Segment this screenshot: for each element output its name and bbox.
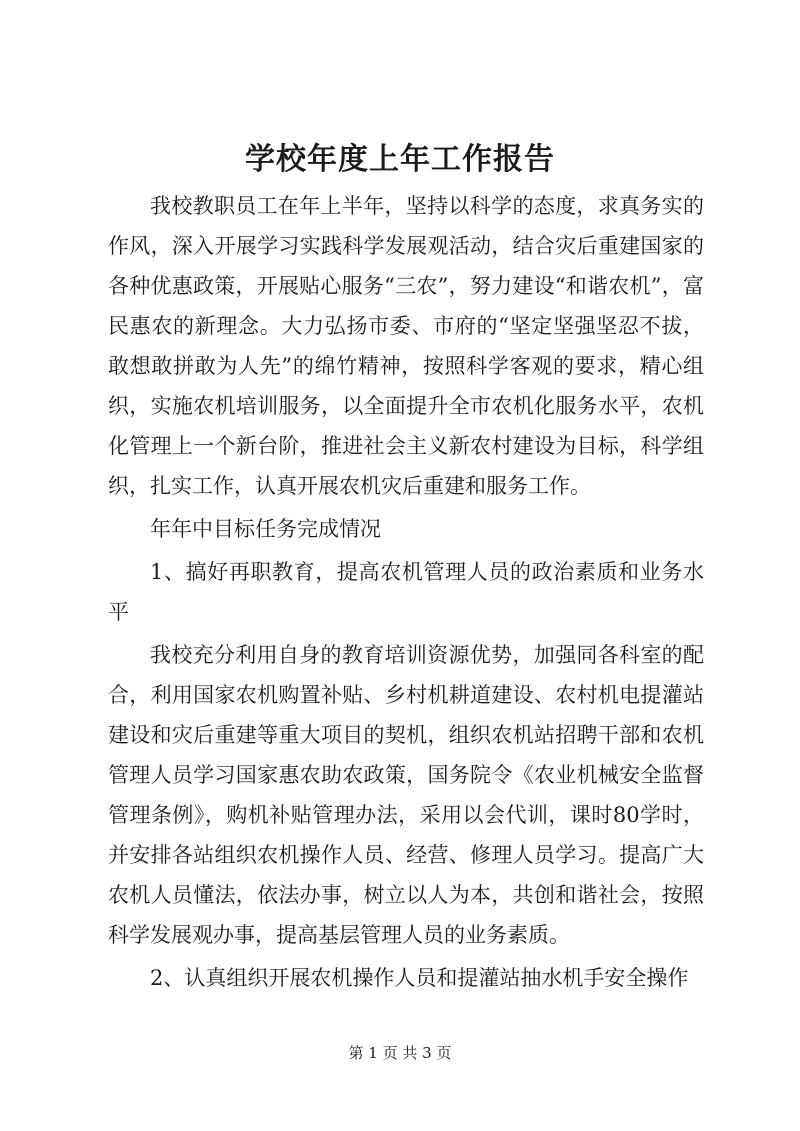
paragraph-item-1-body: 我校充分利用自身的教育培训资源优势，加强同各科室的配合，利用国家农机购置补贴、乡村机耕道建设、农村机电提灌站建设和灾后重建等重大项目的契机，组织农机站招聘干部和农机管理人员学习国家惠农助农政策，国务院令《农业机械安全监督管理条例》，购机补贴管理办法，采用以会代训，课时80学时，并安排各站组织农机操作人员、经营、修理人员学习。提高广大农机人员懂法，依法办事，树立以人为本，共创和谐社会，按照科学发展观办事，提高基层管理人员的业务素质。 [108,643,704,947]
paragraph-section-heading: 年年中目标任务完成情况 [150,517,381,541]
paragraph-item-1-heading: 1、搞好再职教育，提高农机管理人员的政治素质和业务水平 [108,560,704,624]
page-footer: 第 1 页 共 3 页 [348,1044,452,1062]
paragraph-item-2-heading: 2、认真组织开展农机操作人员和提灌站抽水机手安全操作 [150,966,689,990]
document-title: 学校年度上年工作报告 [245,142,555,177]
document-body [108,186,704,998]
paragraph-intro: 我校教职员工在年上半年，坚持以科学的态度，求真务实的作风，深入开展学习实践科学发展观活动，结合灾后重建国家的各种优惠政策，开展贴心服务“三农”，努力建设“和谐农机”，富民惠农的新理念。大力弘扬市委、市府的“坚定坚强坚忍不拔，敢想敢拼敢为人先”的绵竹精神，按照科学客观的要求，精心组织，实施农机培训服务，以全面提升全市农机化服务水平，农机化管理上一个新台阶，推进社会主义新农村建设为目标，科学组织，扎实工作，认真开展农机灾后重建和服务工作。 [108,194,704,498]
